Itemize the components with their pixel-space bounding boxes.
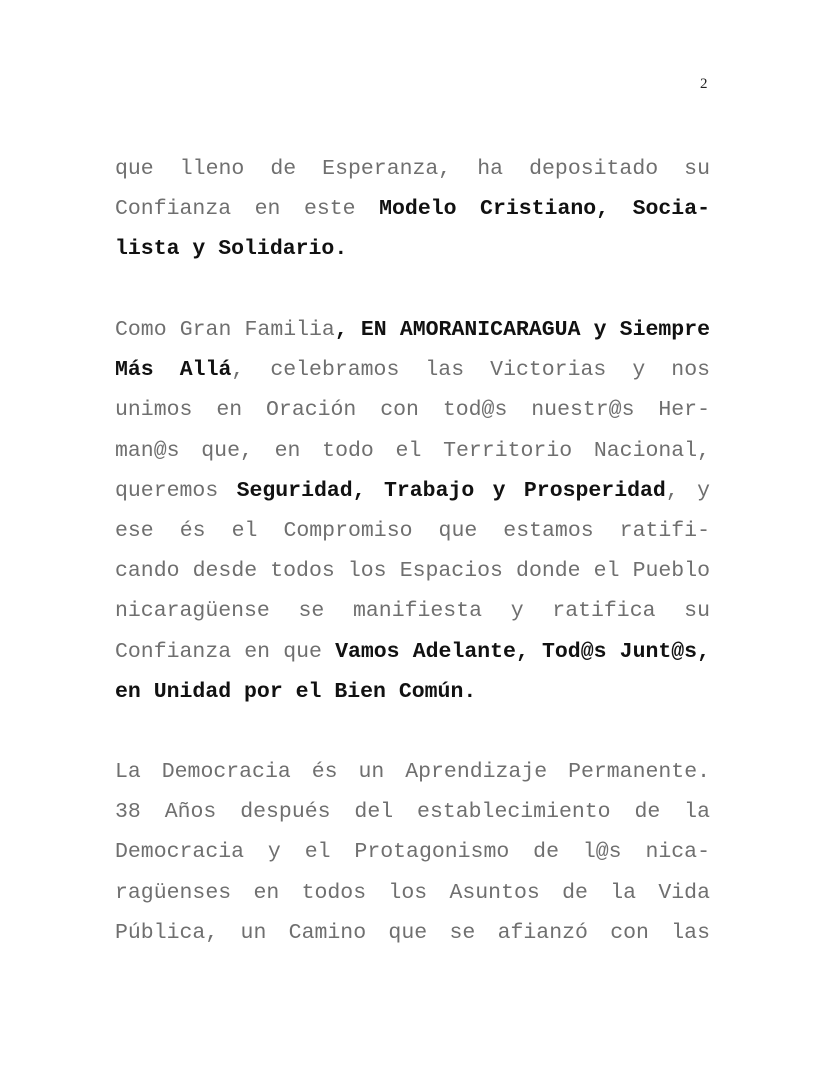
text-run: , celebramos las Victorias y nos (231, 358, 710, 383)
text-line (115, 390, 710, 430)
text-run: ese és el Compromiso que estamos ratifi- (115, 518, 710, 543)
bold-text-run: lista y Solidario. (115, 237, 348, 262)
text-run: que lleno de Esperanza, ha depositado su (115, 157, 710, 181)
text-run: cando desde todos los Espacios donde el Pueblo (115, 559, 710, 584)
paragraph-1 (115, 149, 710, 270)
text-line (115, 832, 710, 872)
text-line (115, 873, 710, 913)
bold-text-run: Más Allá (115, 358, 232, 383)
text-line (115, 913, 710, 953)
bold-text-run: , EN AMORANICARAGUA y Siempre (334, 318, 710, 342)
text-line (115, 632, 710, 672)
text-line (115, 551, 710, 591)
text-line (115, 189, 710, 229)
bold-text-run: en Unidad por el Bien Común. (115, 679, 477, 704)
text-line (115, 350, 710, 390)
text-line (115, 672, 710, 712)
bold-text-run: Seguridad, Trabajo y Prosperidad (236, 478, 666, 503)
text-run: man@s que, en todo el Territorio Nacional, (115, 438, 710, 463)
text-run: La Democracia és un Aprendizaje Permanente. (115, 760, 710, 784)
text-run: 38 Años después del establecimiento de la (115, 800, 710, 825)
text-run: Confianza en este (115, 197, 380, 222)
text-line (115, 229, 710, 269)
text-line (115, 591, 710, 631)
paragraph-2 (115, 310, 710, 712)
text-run: Confianza en que (115, 639, 336, 664)
text-line (115, 149, 710, 189)
text-run: , y (665, 478, 710, 503)
text-line (115, 752, 710, 792)
paragraph-3 (115, 752, 710, 953)
text-run: Como Gran Familia (115, 318, 335, 342)
text-run: Pública, un Camino que se afianzó con las (115, 920, 710, 945)
text-run: ragüenses en todos los Asuntos de la Vida (115, 880, 710, 905)
text-line (115, 431, 710, 471)
text-run: queremos (115, 478, 237, 503)
text-run: Democracia y el Protagonismo de l@s nica- (115, 840, 710, 865)
bold-text-run: Modelo Cristiano, Socia- (379, 197, 710, 222)
text-line (115, 310, 710, 350)
text-line (115, 511, 710, 551)
page-number: 2 (700, 76, 708, 92)
text-run: nicaragüense se manifiesta y ratifica su (115, 599, 710, 624)
text-line (115, 792, 710, 832)
text-line (115, 471, 710, 511)
bold-text-run: Vamos Adelante, Tod@s Junt@s, (335, 639, 710, 664)
text-run: unimos en Oración con tod@s nuestr@s Her- (115, 398, 710, 423)
